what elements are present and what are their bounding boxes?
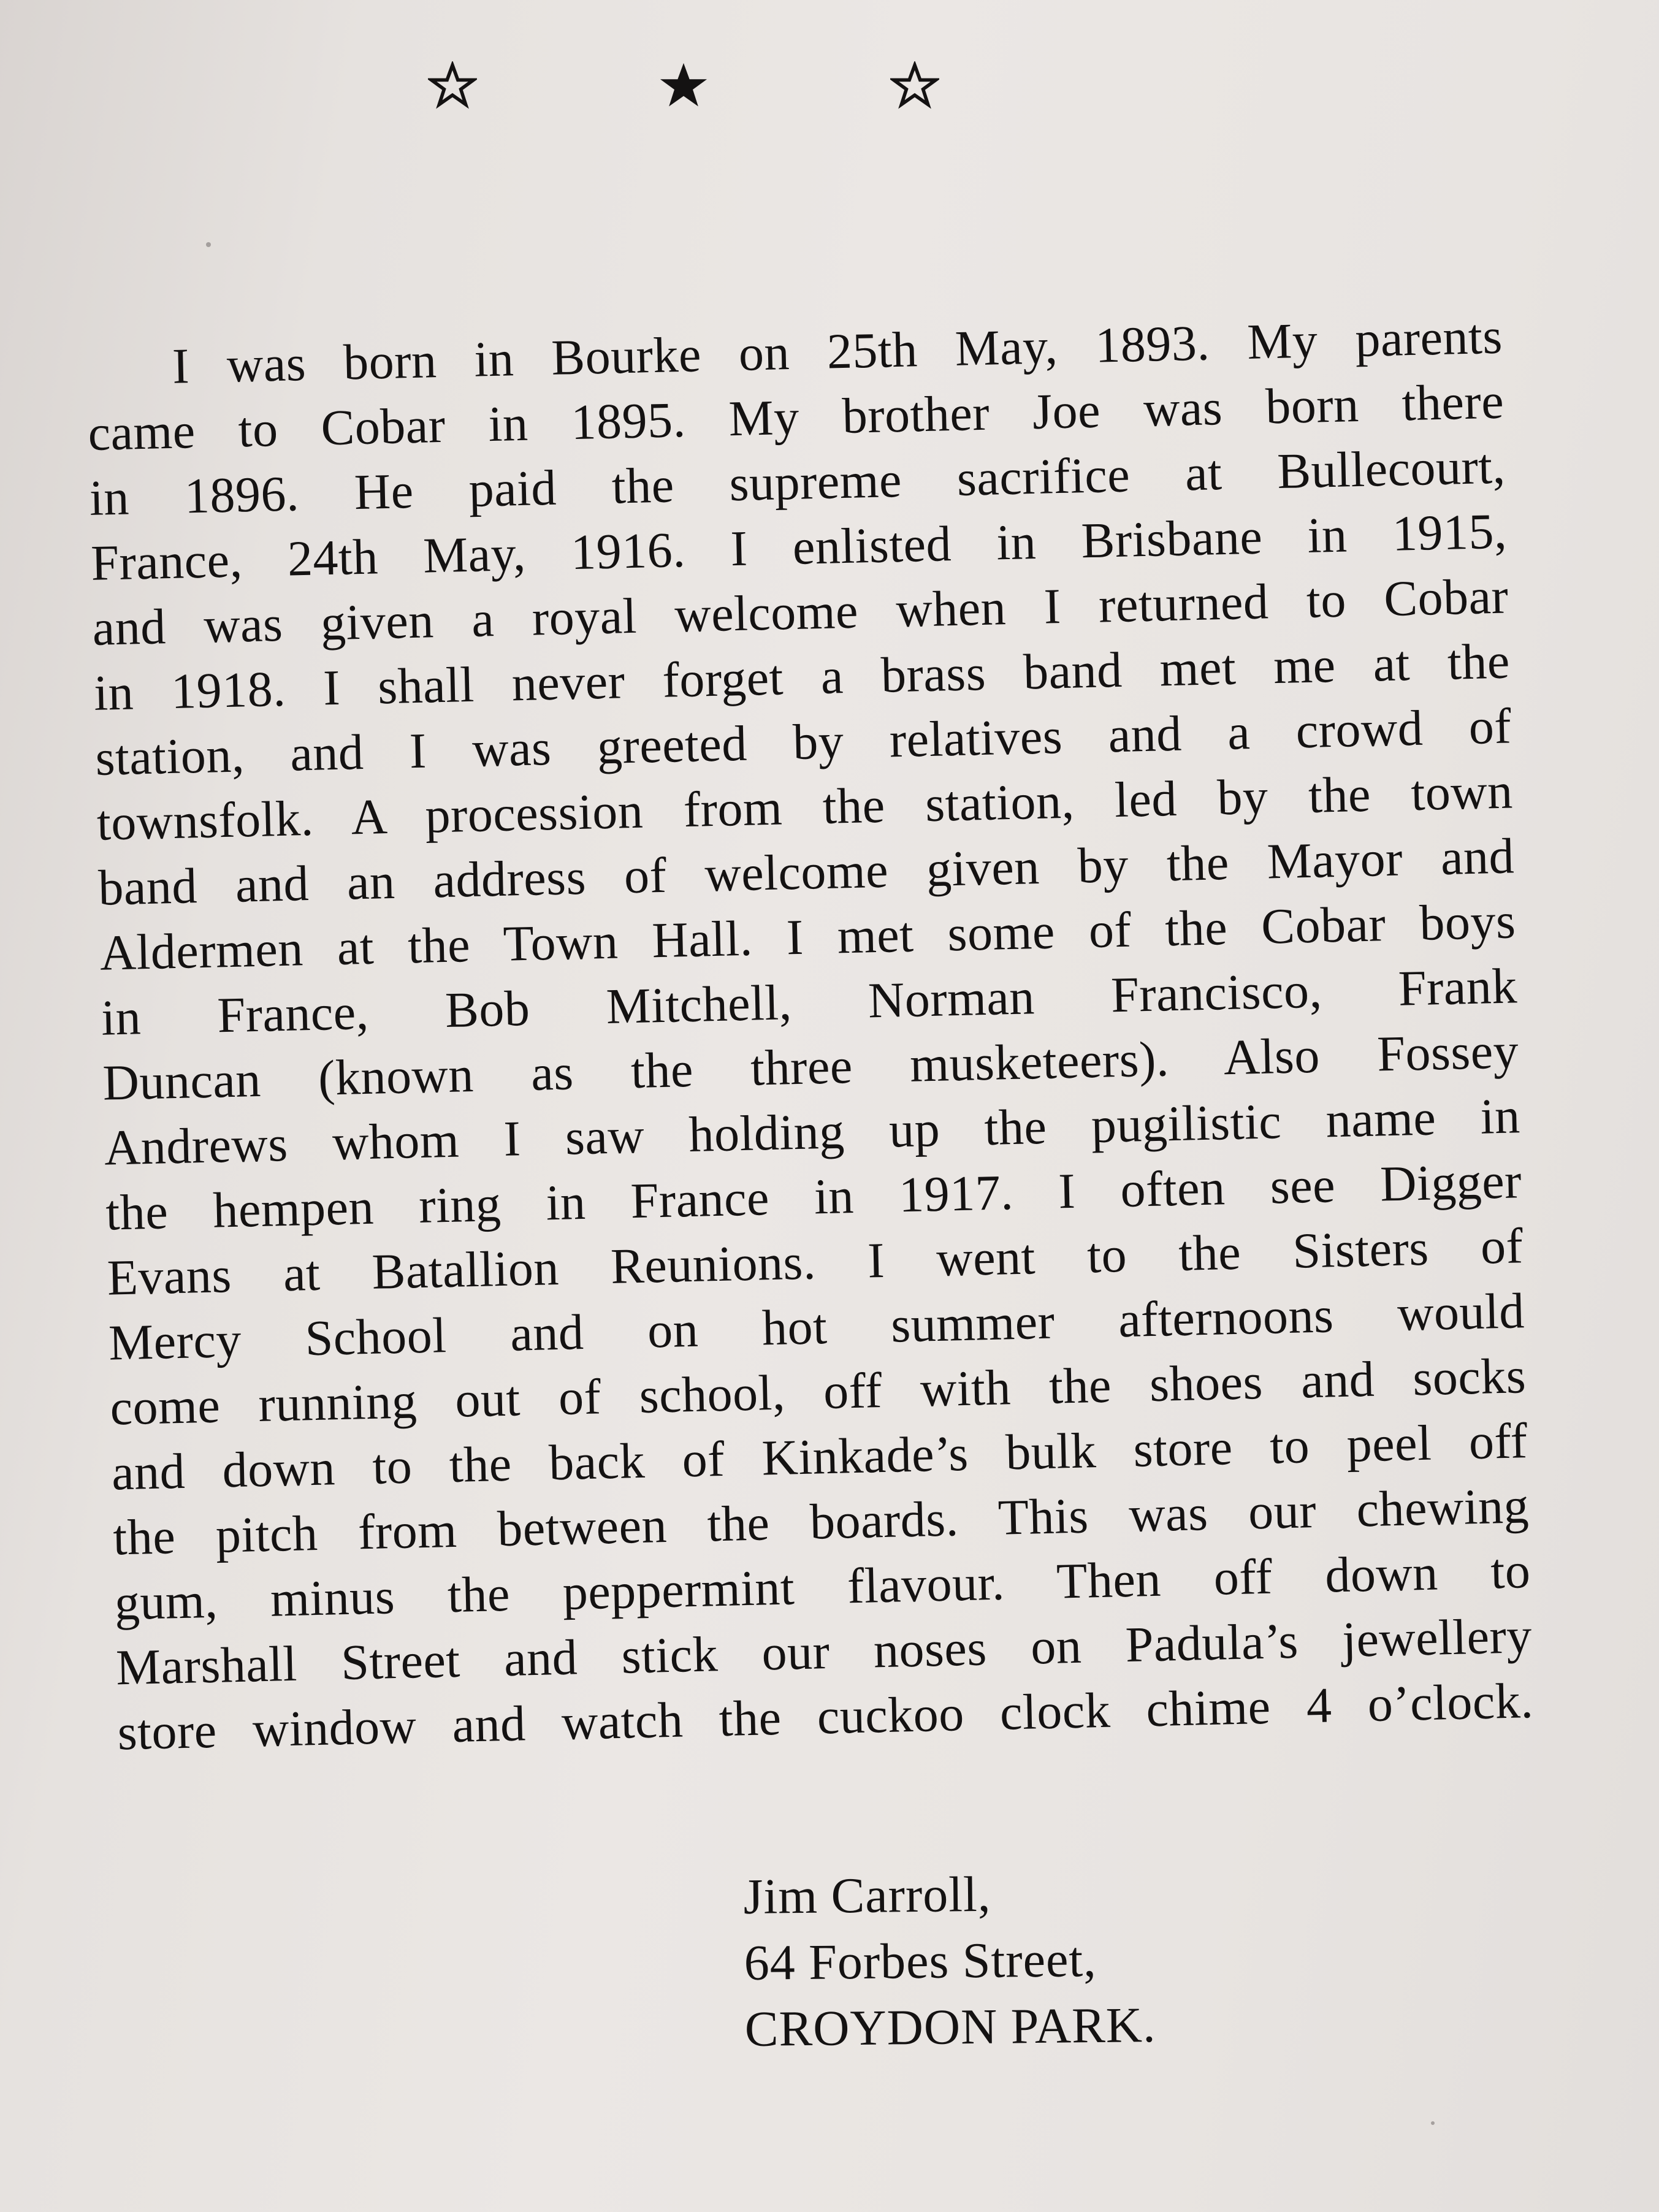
paragraph-line: Evans at Batallion Reunions. I went to the Sisters of	[106, 1218, 1524, 1306]
paragraph-line: in 1918. I shall never forget a brass band met me at the	[93, 633, 1511, 721]
filled-star-icon	[659, 61, 708, 110]
paragraph-line: townsfolk. A procession from the station, led by the town	[96, 763, 1514, 851]
paragraph-line: and down to the back of Kinkade’s bulk store to peel off	[111, 1413, 1528, 1501]
paper-speck	[206, 242, 211, 247]
paragraph-line: in 1896. He paid the supreme sacrifice at Bullecourt,	[88, 438, 1506, 526]
paragraph-line: Duncan (known as the three musketeers). Also Fossey	[102, 1023, 1520, 1111]
paragraph-line: come running out of school, off with the shoes and socks	[109, 1348, 1527, 1436]
memoir-paragraph	[86, 304, 1534, 1766]
author-street: 64 Forbes Street,	[744, 1931, 1097, 1991]
author-name: Jim Carroll,	[743, 1866, 991, 1924]
paragraph-line: station, and I was greeted by relatives and a crowd of	[94, 698, 1512, 786]
paragraph-line: in France, Bob Mitchell, Norman Francisco, Frank	[101, 958, 1518, 1046]
paragraph-line: France, 24th May, 1916. I enlisted in Brisbane in 1915,	[90, 503, 1508, 591]
paragraph-line: gum, minus the peppermint flavour. Then off down to	[113, 1543, 1531, 1631]
outline-star-icon	[428, 61, 477, 110]
paragraph-line: Marshall Street and stick our noses on Padula’s jewellery	[115, 1608, 1533, 1696]
paragraph-line: store window and watch the cuckoo clock chime 4 o’clock.	[116, 1672, 1535, 1761]
paper-speck	[1431, 2121, 1435, 2125]
paragraph-line: Andrews whom I saw holding up the pugilistic name in	[104, 1088, 1521, 1176]
paragraph-line: the pitch from between the boards. This was our chewing	[112, 1478, 1530, 1566]
paragraph-line: Aldermen at the Town Hall. I met some of the Cobar boys	[99, 893, 1517, 981]
paragraph-line: and was given a royal welcome when I returned to Cobar	[91, 568, 1509, 656]
paragraph-line: Mercy School and on hot summer afternoons would	[108, 1283, 1525, 1371]
star-ornaments	[0, 61, 1659, 135]
paragraph-line: the hempen ring in France in 1917. I often see Digger	[105, 1153, 1522, 1241]
paragraph-line: I was born in Bourke on 25th May, 1893. My parents	[172, 308, 1503, 394]
outline-star-icon	[890, 61, 939, 110]
signature-block	[743, 1859, 1156, 2062]
author-suburb: CROYDON PARK.	[744, 1996, 1156, 2057]
paragraph-line: band and an address of welcome given by the Mayor and	[97, 828, 1515, 916]
paragraph-line: came to Cobar in 1895. My brother Joe was born there	[87, 373, 1505, 461]
